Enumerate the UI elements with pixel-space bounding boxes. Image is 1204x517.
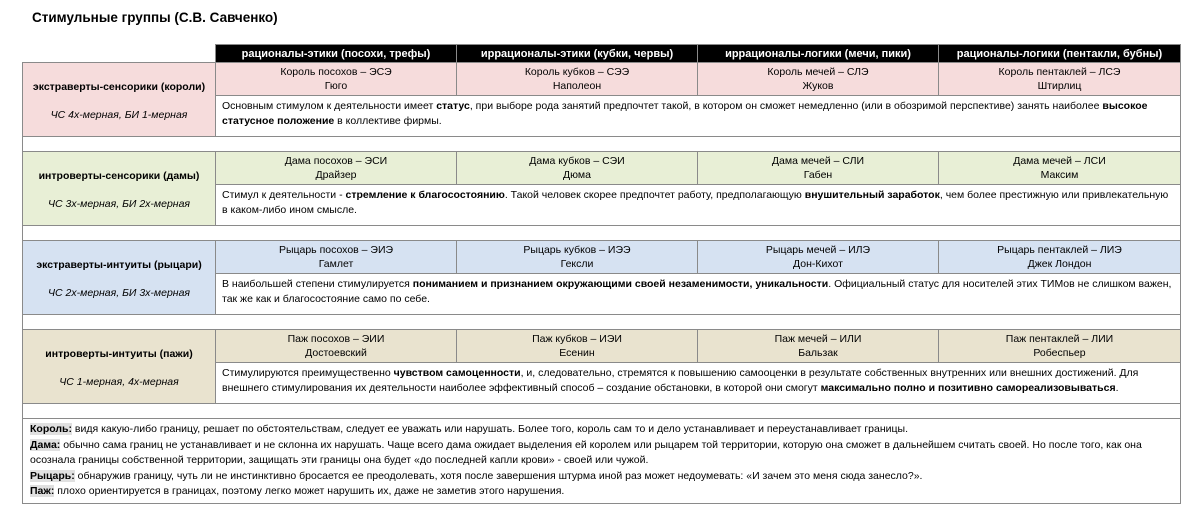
- group-name: экстраверты-сенсорики (короли): [32, 80, 206, 93]
- group-dimensions: ЧС 4х-мерная, БИ 1-мерная: [50, 108, 188, 121]
- column-header: рационалы-логики (пентакли, бубны): [939, 45, 1181, 63]
- group-description: Стимулируются преимущественно чувством самоценности, и, следовательно, стремятся к повышению самооценки в результате собственных внутренних или внешних достижений. Для внешнего стимулирования их деятельности наиболее эффективный способ – создание обстановки, в которой они смогут максимально полно и позитивно самореализовываться.: [216, 363, 1181, 404]
- notes-row: [23, 419, 1181, 504]
- type-cell: Паж кубков – ИЭИ Есенин: [457, 330, 698, 363]
- type-cell: Дама кубков – СЭИ Дюма: [457, 152, 698, 185]
- type-cell: Король посохов – ЭСЭ Гюго: [216, 63, 457, 96]
- header-blank: [23, 45, 216, 63]
- group-description: Основным стимулом к деятельности имеет статус, при выборе рода занятий предпочтет такой, в котором он сможет немедленно (или в обозримой перспективе) занять наиболее высокое статусное положение в коллективе фирмы.: [216, 96, 1181, 137]
- group-name: интроверты-сенсорики (дамы): [38, 169, 200, 182]
- stimulus-groups-table: [22, 44, 1181, 504]
- note-page: Паж: плохо ориентируется в границах, поэтому легко может нарушить их, даже не заметив этого нарушения.: [30, 485, 565, 497]
- type-cell: Рыцарь мечей – ИЛЭ Дон-Кихот: [698, 241, 939, 274]
- note-lady: Дама: обычно сама границ не устанавливает и не склонна их нарушать. Чаще всего дама ожидает выделения ей королем или рыцарем той территории, которую она сможет в дальнейшем считать своей. Но после того, как она осознала границы собственной территории, защищать эти границы она будет «до последней капли крови» - своей или чужой.: [30, 438, 1142, 466]
- type-cell: Король пентаклей – ЛСЭ Штирлиц: [939, 63, 1181, 96]
- type-cell: Дама мечей – ЛСИ Максим: [939, 152, 1181, 185]
- spacer-row: [23, 315, 1181, 330]
- type-cell: Дама посохов – ЭСИ Драйзер: [216, 152, 457, 185]
- spacer-row: [23, 137, 1181, 152]
- spacer-row: [23, 226, 1181, 241]
- column-header: иррационалы-этики (кубки, червы): [457, 45, 698, 63]
- group-description: Стимул к деятельности - стремление к благосостоянию. Такой человек скорее предпочтет работу, предполагающую внушительный заработок, чем более престижную или привлекательную в каком-либо ином смысле.: [216, 185, 1181, 226]
- type-cell: Король мечей – СЛЭ Жуков: [698, 63, 939, 96]
- group-row-pages: [23, 330, 1181, 363]
- type-cell: Паж посохов – ЭИИ Достоевский: [216, 330, 457, 363]
- type-cell: Дама мечей – СЛИ Габен: [698, 152, 939, 185]
- column-header: иррационалы-логики (мечи, пики): [698, 45, 939, 63]
- type-cell: Рыцарь пентаклей – ЛИЭ Джек Лондон: [939, 241, 1181, 274]
- spacer-row: [23, 404, 1181, 419]
- type-cell: Паж мечей – ИЛИ Бальзак: [698, 330, 939, 363]
- group-dimensions: ЧС 2х-мерная, БИ 3х-мерная: [47, 286, 191, 299]
- group-row-knights: [23, 241, 1181, 274]
- group-label: [23, 241, 216, 315]
- group-label: [23, 63, 216, 137]
- group-row-kings: [23, 63, 1181, 96]
- column-header: рационалы-этики (посохи, трефы): [216, 45, 457, 63]
- group-description: В наибольшей степени стимулируется пониманием и признанием окружающими своей незаменимости, уникальности. Официальный статус для носителей этих ТИМов не слишком важен, так же как и благосостояние само по себе.: [216, 274, 1181, 315]
- header-row: [23, 45, 1181, 63]
- type-cell: Рыцарь посохов – ЭИЭ Гамлет: [216, 241, 457, 274]
- group-dimensions: ЧС 3х-мерная, БИ 2х-мерная: [47, 197, 191, 210]
- group-name: экстраверты-интуиты (рыцари): [36, 258, 202, 271]
- group-label: [23, 330, 216, 404]
- group-row-ladies: [23, 152, 1181, 185]
- note-king: Король: видя какую-либо границу, решает по обстоятельствам, следует ее уважать или нарушать. Более того, король сам то и дело устанавливает и переустанавливает границы.: [30, 423, 908, 435]
- page-title: Стимульные группы (С.В. Савченко): [32, 10, 278, 25]
- group-label: [23, 152, 216, 226]
- type-cell: Рыцарь кубков – ИЭЭ Гексли: [457, 241, 698, 274]
- group-dimensions: ЧС 1-мерная, 4х-мерная: [59, 375, 179, 388]
- type-cell: Король кубков – СЭЭ Наполеон: [457, 63, 698, 96]
- note-knight: Рыцарь: обнаружив границу, чуть ли не инстинктивно бросается ее преодолевать, хотя после завершения штурма иной раз может недоумевать: «И зачем это меня сюда занесло?».: [30, 469, 923, 482]
- boundary-notes: [23, 419, 1181, 504]
- type-cell: Паж пентаклей – ЛИИ Робеспьер: [939, 330, 1181, 363]
- group-name: интроверты-интуиты (пажи): [45, 347, 193, 360]
